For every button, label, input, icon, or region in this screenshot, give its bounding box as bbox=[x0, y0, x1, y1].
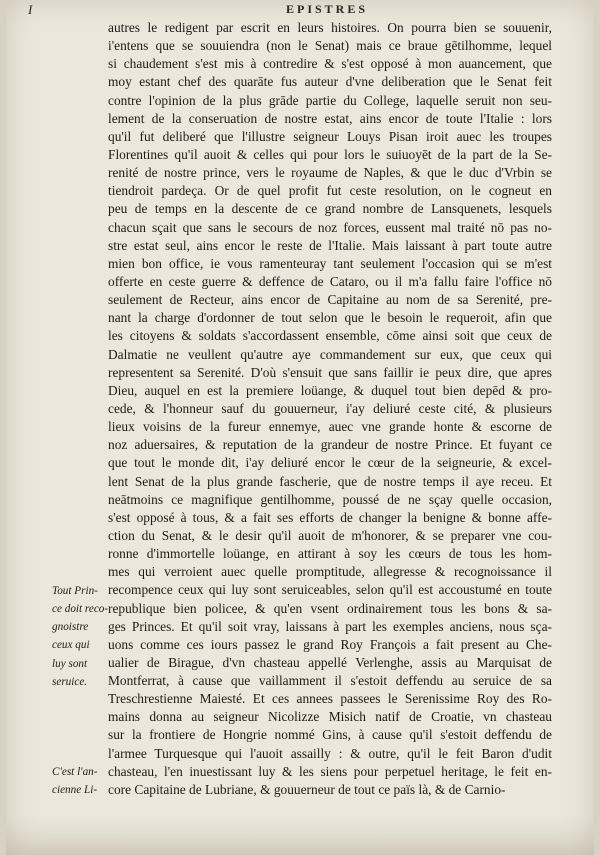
text-line: Dieu, auquel en est la premiere loüange, & duquel tout bien depēd & pro- bbox=[108, 382, 552, 398]
margin-note-line: luy sont bbox=[52, 657, 88, 670]
text-line: lement de la conseruation de nostre estat, ains encor de toute l'Italie : lors bbox=[108, 110, 552, 126]
text-line: recompence ceux qui luy sont seruiceables, selon qu'il est accoustumé en toute bbox=[108, 582, 552, 598]
text-line: uons comme ces iours passez le grand Roy François a fait present au Che- bbox=[108, 636, 552, 652]
running-head bbox=[6, 2, 594, 18]
text-line: ction du Senat, & le desir qu'il auoit de m'honorer, & se preparer vne cou- bbox=[108, 527, 552, 543]
text-line: noz aduersaires, & reputation de la grandeur de nostre Prince. Et fuyant ce bbox=[108, 437, 552, 453]
text-line: mains donna au seigneur Nicolizze Misich natif de Croatie, vn chasteau bbox=[108, 709, 552, 725]
text-line: Treschrestienne Maiesté. Et ces annees passees le Serenissime Roy des Ro- bbox=[108, 691, 552, 707]
page-shadow bbox=[6, 815, 594, 855]
text-line: nant la charge d'ordonner de tout selon que le besoin le requeroit, afin que bbox=[108, 310, 552, 326]
text-line: autres le redigent par escrit en leurs histoires. On pourra bien se souuenir, bbox=[108, 20, 552, 35]
text-line: representent sa Serenité. D'où s'ensuit que sans faillir ie peux dire, que apres bbox=[108, 364, 552, 380]
margin-note-line: C'est l'an- bbox=[52, 766, 98, 778]
text-line: renité de nostre prince, vers le royaume de Naples, & que le duc d'Vrbin se bbox=[108, 165, 552, 181]
text-line: sur la frontiere de Hongrie nommé Gins, à cause qu'il s'estoit deffendu de bbox=[108, 727, 552, 743]
page-number: I bbox=[28, 2, 33, 17]
margin-note-line: Tout Prin- bbox=[52, 585, 98, 597]
text-line: republique bien policee, & qu'en vsent ordinairement tous les bons & sa- bbox=[108, 600, 552, 616]
running-title: EPISTRES bbox=[286, 2, 369, 16]
text-line: neātmoins ce magnifique gentilhomme, poussé de ne sçay quelle occasion, bbox=[108, 491, 552, 507]
text-line: core Capitaine de Lubriane, & gouuerneur de tout ce païs là, & de Carnio- bbox=[108, 781, 506, 797]
text-line: les citoyens & soldats s'accordassent ensemble, cōme ainsi soit que ceux de bbox=[108, 328, 552, 344]
margin-note-line: gnoistre bbox=[52, 621, 89, 634]
text-line: cede, & l'honneur sauf du gouuerneur, i'ay deliuré ceste cité, & plusieurs bbox=[108, 400, 552, 416]
text-line: ualier de Birague, d'vn chasteau appellé Verlenghe, assis au Marquisat de bbox=[108, 654, 552, 670]
text-line: stre estat seul, ains encor le reste de l'Italie. Mais laissant à part toute autre bbox=[108, 237, 552, 253]
text-line: contre l'opinion de la plus grāde partie du College, laquelle seruit non seu- bbox=[108, 92, 552, 108]
text-line: s'est opposé à tous, & a fait ses efforts de changer la benigne & bonne affe- bbox=[108, 509, 552, 525]
text-line: ronne d'immortelle loüange, en attirant à soy les cœurs de tous les hom- bbox=[108, 546, 552, 562]
text-line: chasteau, l'en inuestissant luy & les siens pour perpetuel heritage, le feit en- bbox=[108, 763, 552, 779]
text-line: i'entens que se souuiendra (non le Senat) mais ce braue gētilhomme, lequel bbox=[108, 38, 552, 54]
text-line: que tout le monde dit, i'ay deliuré encor le cœur de la seigneurie, & excel- bbox=[108, 455, 552, 471]
margin-note-line: seruice. bbox=[52, 675, 88, 688]
text-line: l'armee Turquesque qui l'auoit assailly : & outre, qu'il le feit Baron d'udit bbox=[108, 745, 552, 761]
text-line: seulement de Recteur, ains encor de Capitaine au nom de sa Serenité, pre- bbox=[108, 292, 552, 308]
text-line: tiendroit pardeça. Or de quel profit fut ceste resolution, on le cogneut en bbox=[108, 183, 552, 199]
text-line: ges Princes. Et qu'il soit vray, laissans à part les exemples anciens, nous sça- bbox=[108, 618, 552, 634]
text-line: mien bon office, ie vous ramenteuray tant seulement l'occasion qui se m'est bbox=[108, 255, 552, 271]
text-line: chacun sçait que sans le secours de noz forces, eussent mal traité nō pas no- bbox=[108, 219, 552, 235]
text-line: Montferrat, à cause que vaillamment il s'estoit deffendu au seruice de sa bbox=[108, 673, 552, 689]
text-line: Dalmatie ne veullent qu'autre aye commandement sur eux, que ceux qui bbox=[108, 346, 552, 362]
text-line: Florentines qu'il auoit & celles qui pour lors le suiuoyēt de la part de la Se- bbox=[108, 146, 552, 162]
margin-note bbox=[52, 582, 110, 691]
text-line: lieux voisins de la fureur ennemye, auec vne grande honte & escorne de bbox=[108, 419, 552, 435]
text-line: offerte en ceste guerre & deffence de Cataro, ou il m'a fallu faire l'office nō bbox=[108, 273, 552, 289]
text-line: peu de temps en la descente de ce grand nombre de Lansquenets, lesquels bbox=[108, 201, 552, 217]
text-line: moy estant chef des quarāte fus auteur d'vne deliberation que le Senat feit bbox=[108, 74, 552, 90]
margin-note-line: ce doit reco- bbox=[52, 603, 109, 616]
text-line: mes qui verroient auec quelle promptitude, allegresse & recognoissance il bbox=[108, 564, 552, 580]
margin-note bbox=[52, 763, 110, 799]
body-text bbox=[108, 19, 552, 799]
margin-note-line: cienne Li- bbox=[52, 784, 98, 797]
text-line: lent Senat de la plus grande fascherie, que de nostre temps il aye receu. Et bbox=[108, 473, 552, 489]
margin-note-line: ceux qui bbox=[52, 639, 90, 652]
text-line: qu'il fut deliberé que l'illustre seigneur Louys Pisan iroit auec les troupes bbox=[108, 128, 552, 144]
text-line: si chaudement s'est mis à contredire & s'est opposé à mon auancement, que bbox=[108, 56, 552, 72]
book-page bbox=[6, 0, 594, 855]
